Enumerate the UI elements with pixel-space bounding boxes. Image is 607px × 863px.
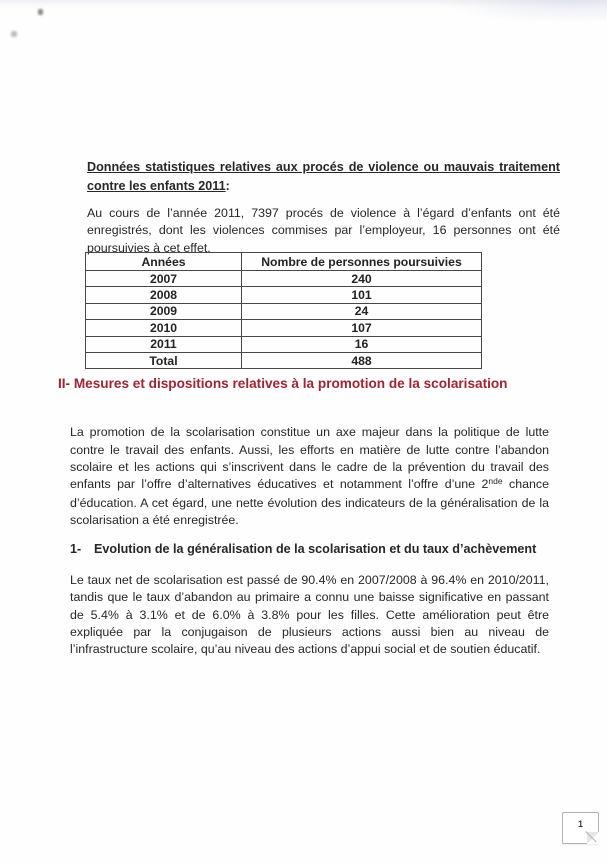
table-cell-count: 107 [242,320,482,336]
scolarisation-paragraph [70,424,549,529]
table-cell-year: 2009 [86,303,242,319]
table-cell-total-label: Total [86,352,242,368]
table-cell-year: 2011 [86,336,242,352]
table-row [86,320,482,336]
scolarisation-paragraph-part1: La promotion de la scolarisation constitue un axe majeur dans la politique de lutte contre le travail des enfants. Aussi, les efforts en matière de lutte contre l’abandon scolaire et les actions qui s’inscrivent dans le cadre de la prévention du travail des enfants par l’offre d’alternatives éducatives et notamment l’offre d’une 2 [70,425,549,492]
page-number: 1 [577,819,583,829]
table-row [86,271,482,287]
taux-paragraph: Le taux net de scolarisation est passé de 90.4% en 2007/2008 à 96.4% en 2010/2011, tandis que le taux d’abandon au primaire a connu une baisse significative en passant de 5.4% à 3.1% et de 6.0% à 3.8% pour les filles. Cette amélioration peut être expliquée par la conjugaison de plusieurs actions aussi bien au niveau de l’infrastructure scolaire, qu’au niveau des actions d’appui social et de soutien éducatif. [70,573,549,657]
table-cell-total-count: 488 [242,352,482,368]
scolarisation-paragraph-part2: chance d’éducation. A cet égard, une nette évolution des indicateurs de la généralisation de la scolarisation a été enregistrée. [70,477,549,527]
table-header-years: Années [86,253,242,271]
table-header-count: Nombre de personnes poursuivies [242,253,482,271]
ordinal-superscript: nde [488,475,503,486]
subheading-evolution [70,542,549,556]
statistics-paragraph: Au cours de l’année 2011, 7397 procés de violence à l’égard d’enfants ont été enregistrés, dont les violences commises par l’employeur, 16 personnes ont été poursuivies à cet effet. [87,206,560,255]
scan-speck [11,31,17,37]
statistics-heading-text: Données statistiques relatives aux procés de violence ou mauvais traitement contre les enfants 2011 [87,160,560,193]
page-number-box [562,812,599,844]
table-cell-year: 2007 [86,271,242,287]
scan-speck [38,9,43,15]
table-row-total [86,352,482,368]
table-cell-year: 2010 [86,320,242,336]
section-heading-scolarisation: II- Mesures et dispositions relatives à la promotion de la scolarisation [58,376,508,391]
prosecutions-table [85,252,482,369]
scan-corner-tint [437,0,607,24]
table-cell-count: 24 [242,303,482,319]
table-row [86,287,482,303]
statistics-heading-colon: : [225,178,230,193]
table-cell-count: 240 [242,271,482,287]
table-cell-year: 2008 [86,287,242,303]
section-scolarisation [70,412,549,671]
table-row [86,336,482,352]
folded-corner-icon [587,832,599,844]
table-header-row [86,253,482,271]
table-cell-count: 101 [242,287,482,303]
table-cell-count: 16 [242,336,482,352]
subheading-text: Evolution de la généralisation de la scolarisation et du taux d’achèvement [94,542,537,557]
statistics-heading [87,158,560,195]
table-row [86,303,482,319]
subheading-number: 1- [70,542,82,557]
